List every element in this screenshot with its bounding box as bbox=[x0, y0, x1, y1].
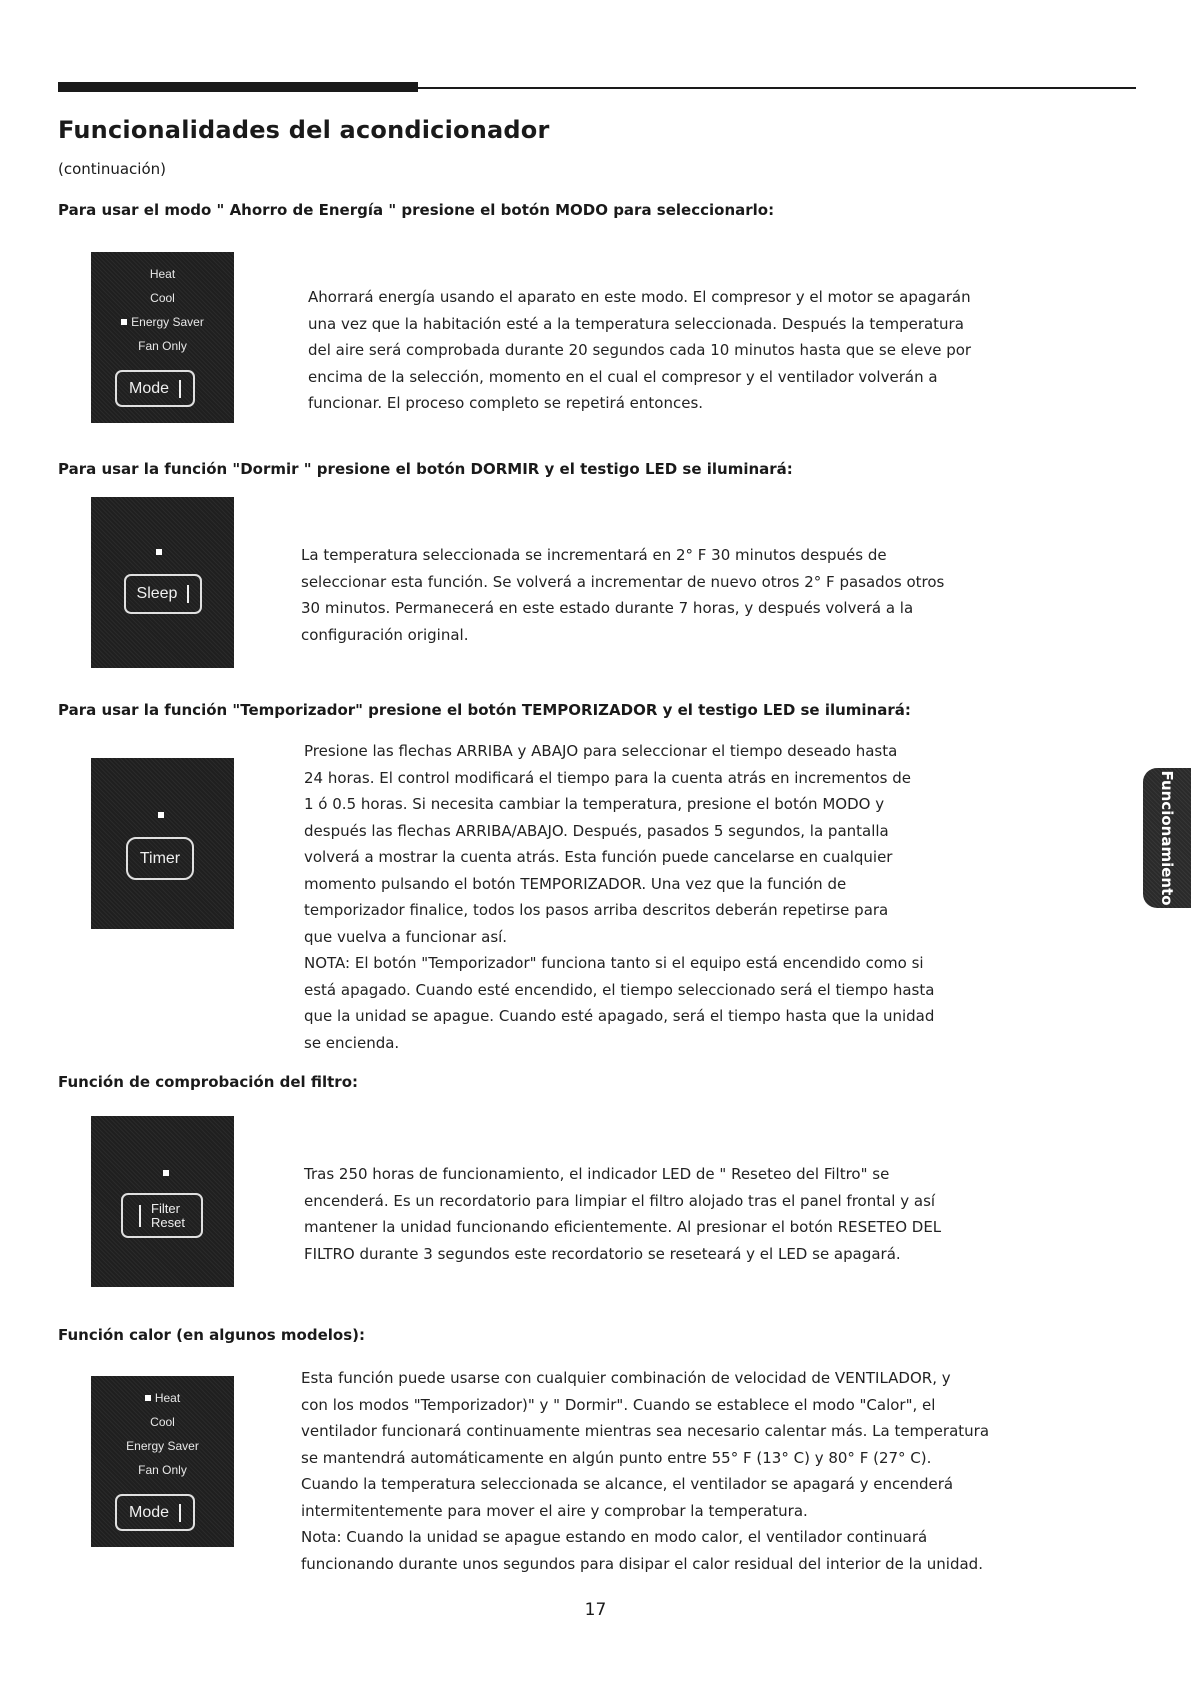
paragraph-line: Presione las flechas ARRIBA y ABAJO para seleccionar el tiempo deseado hasta bbox=[304, 742, 898, 760]
paragraph-line: encima de la selección, momento en el cual el compresor y el ventilador volverán a bbox=[308, 367, 938, 386]
side-tab-funcionamiento bbox=[1143, 768, 1191, 908]
paragraph-line: Tras 250 horas de funcionamiento, el indicador LED de " Reseteo del Filtro" se bbox=[304, 1165, 890, 1183]
filter-reset-button[interactable] bbox=[121, 1193, 203, 1238]
paragraph-line: configuración original. bbox=[301, 625, 469, 644]
paragraph-line: del aire será comprobada durante 20 segundos cada 10 minutos hasta que se eleve por bbox=[308, 341, 972, 359]
paragraph-line: intermitentemente para mover el aire y comprobar la temperatura. bbox=[301, 1501, 808, 1520]
button-bar-icon bbox=[187, 585, 189, 603]
section-heading-sleep: Para usar la función "Dormir " presione el botón DORMIR y el testigo LED se iluminará: bbox=[58, 460, 793, 478]
selected-indicator-icon bbox=[121, 319, 127, 325]
section-body-sleep bbox=[301, 542, 944, 648]
led-indicator-icon bbox=[163, 1170, 169, 1176]
paragraph-line: Ahorrará energía usando el aparato en este modo. El compresor y el motor se apagarán bbox=[308, 288, 971, 306]
paragraph-line: mantener la unidad funcionando eficientemente. Al presionar el botón RESETEO DEL bbox=[304, 1218, 942, 1236]
mode-item-label: Energy Saver bbox=[131, 315, 204, 329]
sleep-button-label: Sleep bbox=[136, 585, 178, 602]
paragraph-line: con los modos "Temporizador)" y " Dormir". Cuando se establece el modo "Calor", el bbox=[301, 1395, 936, 1414]
timer-button-label: Timer bbox=[139, 849, 181, 867]
section-body-heat bbox=[301, 1365, 989, 1577]
paragraph-line: se mantendrá automáticamente en algún punto entre 55° F (13° C) y 80° F (27° C). bbox=[301, 1448, 932, 1467]
section-heading-heat: Función calor (en algunos modelos): bbox=[58, 1326, 365, 1344]
mode-list bbox=[91, 262, 234, 358]
mode-item-energy-saver bbox=[91, 310, 234, 334]
timer-button[interactable] bbox=[126, 837, 194, 880]
note-line: se encienda. bbox=[304, 1033, 400, 1052]
paragraph-line: que vuelva a funcionar así. bbox=[304, 927, 508, 946]
section-heading-timer: Para usar la función "Temporizador" presione el botón TEMPORIZADOR y el testigo LED se iluminará: bbox=[58, 701, 911, 719]
paragraph-line: momento pulsando el botón TEMPORIZADOR. Una vez que la función de bbox=[304, 874, 847, 893]
note-line: funcionando durante unos segundos para disipar el calor residual del interior de la unidad. bbox=[301, 1554, 983, 1573]
mode-item-cool: Cool bbox=[150, 291, 175, 305]
selected-indicator-icon bbox=[145, 1395, 151, 1401]
paragraph-line: encenderá. Es un recordatorio para limpiar el filtro alojado tras el panel frontal y así bbox=[304, 1191, 936, 1210]
control-panel-timer bbox=[91, 758, 234, 929]
paragraph-line: después las flechas ARRIBA/ABAJO. Después, pasados 5 segundos, la pantalla bbox=[304, 821, 889, 840]
button-bar-icon bbox=[179, 1504, 181, 1522]
section-heading-filter: Función de comprobación del filtro: bbox=[58, 1073, 358, 1091]
mode-button-label: Mode bbox=[128, 1503, 170, 1521]
note-line: que la unidad se apague. Cuando esté apagado, será el tiempo hasta que la unidad bbox=[304, 1007, 935, 1025]
section-body-filter bbox=[304, 1161, 941, 1267]
mode-item-energy-saver: Energy Saver bbox=[126, 1439, 199, 1453]
led-indicator-icon bbox=[156, 549, 162, 555]
page-title: Funcionalidades del acondicionador bbox=[58, 116, 550, 144]
mode-button[interactable] bbox=[115, 1494, 195, 1531]
mode-button-label: Mode bbox=[128, 379, 170, 397]
note-line: Nota: Cuando la unidad se apague estando en modo calor, el ventilador continuará bbox=[301, 1528, 928, 1546]
paragraph-line: una vez que la habitación esté a la temperatura seleccionada. Después la temperatura bbox=[308, 314, 964, 333]
paragraph-line: ventilador funcionará continuamente mientras sea necesario calentar más. La temperatura bbox=[301, 1422, 990, 1440]
sleep-button[interactable] bbox=[124, 574, 202, 614]
filter-reset-label bbox=[151, 1202, 185, 1230]
paragraph-line: Cuando la temperatura seleccionada se alcance, el ventilador se apagará y encenderá bbox=[301, 1475, 954, 1493]
section-heading-energy-saver: Para usar el modo " Ahorro de Energía " presione el botón MODO para seleccionarlo: bbox=[58, 201, 775, 219]
paragraph-line: FILTRO durante 3 segundos este recordatorio se reseteará y el LED se apagará. bbox=[304, 1244, 901, 1263]
mode-item-fan-only: Fan Only bbox=[138, 1463, 187, 1477]
control-panel-sleep bbox=[91, 497, 234, 668]
mode-item-fan-only: Fan Only bbox=[138, 339, 187, 353]
mode-list bbox=[91, 1386, 234, 1482]
side-tab-label: Funcionamiento bbox=[1158, 770, 1176, 906]
page-number: 17 bbox=[584, 1600, 607, 1620]
paragraph-line: 30 minutos. Permanecerá en este estado durante 7 horas, y después volverá a la bbox=[301, 599, 914, 617]
paragraph-line: 1 ó 0.5 horas. Si necesita cambiar la temperatura, presione el botón MODO y bbox=[304, 795, 885, 813]
header-rule-accent bbox=[58, 82, 418, 92]
button-bar-icon bbox=[139, 1205, 141, 1227]
control-panel-heat bbox=[91, 1376, 234, 1547]
paragraph-line: 24 horas. El control modificará el tiempo para la cuenta atrás en incrementos de bbox=[304, 768, 911, 787]
control-panel-filter bbox=[91, 1116, 234, 1287]
mode-item-heat: Heat bbox=[149, 267, 176, 281]
note-line: NOTA: El botón "Temporizador" funciona tanto si el equipo está encendido como si bbox=[304, 954, 924, 972]
page-subtitle: (continuación) bbox=[58, 160, 166, 178]
paragraph-line: funcionar. El proceso completo se repetirá entonces. bbox=[308, 394, 704, 412]
paragraph-line: temporizador finalice, todos los pasos arriba descritos deberán repetirse para bbox=[304, 901, 889, 919]
mode-item-heat bbox=[91, 1386, 234, 1410]
section-body-timer bbox=[304, 738, 934, 1056]
paragraph-line: seleccionar esta función. Se volverá a incrementar de nuevo otros 2° F pasados otros bbox=[301, 572, 945, 591]
mode-button[interactable] bbox=[115, 370, 195, 407]
mode-item-cool: Cool bbox=[150, 1415, 175, 1429]
led-indicator-icon bbox=[158, 812, 164, 818]
filter-label-line2: Reset bbox=[151, 1214, 185, 1230]
mode-item-label: Heat bbox=[154, 1391, 181, 1405]
paragraph-line: Esta función puede usarse con cualquier combinación de velocidad de VENTILADOR, y bbox=[301, 1369, 951, 1387]
paragraph-line: La temperatura seleccionada se incrementará en 2° F 30 minutos después de bbox=[301, 546, 887, 564]
filter-label-line1: Filter bbox=[151, 1200, 180, 1216]
control-panel-energy-saver bbox=[91, 252, 234, 423]
note-line: está apagado. Cuando esté encendido, el tiempo seleccionado será el tiempo hasta bbox=[304, 980, 935, 999]
paragraph-line: volverá a mostrar la cuenta atrás. Esta función puede cancelarse en cualquier bbox=[304, 848, 893, 866]
button-bar-icon bbox=[179, 380, 181, 398]
section-body-energy-saver bbox=[308, 284, 971, 417]
